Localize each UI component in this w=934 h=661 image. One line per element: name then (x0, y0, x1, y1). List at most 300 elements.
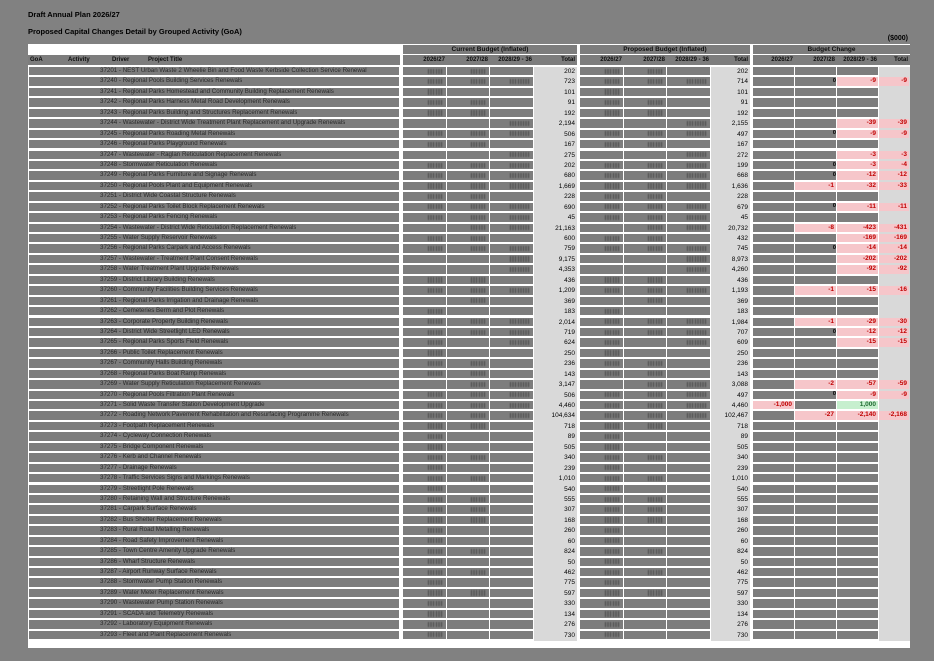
obscured-value (687, 403, 707, 408)
proposed-total-value: 260 (737, 527, 748, 535)
budget-change-cell (795, 244, 837, 254)
redaction-bar (447, 88, 489, 96)
redaction-bar (795, 537, 836, 545)
current-total-value: 624 (564, 339, 575, 347)
change-total-cell (879, 631, 910, 641)
obscured-value (648, 173, 663, 178)
proposed-total-cell (711, 464, 750, 474)
obscured-value (428, 549, 443, 554)
obscured-value (428, 100, 443, 105)
current-budget-cell (447, 599, 490, 609)
obscured-value (687, 173, 707, 178)
redaction-bar (753, 610, 794, 618)
current-budget-cell (447, 380, 490, 390)
redaction-bar (837, 516, 878, 524)
obscured-value (648, 204, 663, 209)
project-title-text: 37287 - Airport Runway Surface Renewals (100, 568, 217, 575)
obscured-value (471, 497, 486, 502)
redaction-bar (753, 505, 794, 513)
obscured-value (605, 330, 620, 335)
change-total-cell (879, 67, 910, 77)
project-title-text: 37250 - Regional Pools Plant and Equipment Renewals (100, 181, 253, 189)
budget-change-cell (753, 203, 795, 213)
budget-change-cell (795, 474, 837, 484)
budget-change-cell (837, 495, 879, 505)
proposed-budget-cell (667, 610, 711, 620)
proposed-budget-cell (624, 119, 667, 129)
obscured-value (428, 183, 443, 188)
change-total-cell (879, 338, 910, 348)
budget-change-cell (753, 620, 795, 630)
proposed-budget-cell (667, 307, 711, 317)
obscured-value (605, 69, 620, 74)
table-row (28, 578, 910, 588)
table-row (28, 67, 910, 77)
budget-change-cell (753, 464, 795, 474)
obscured-value (605, 142, 620, 147)
budget-change-cell (795, 432, 837, 442)
budget-change-cell (753, 67, 795, 77)
current-budget-cell (447, 578, 490, 588)
redaction-bar (580, 119, 623, 127)
current-budget-cell (447, 391, 490, 401)
budget-change-cell (837, 380, 879, 390)
current-total-value: 275 (564, 151, 575, 159)
obscured-value (428, 204, 443, 209)
change-value-negative: -9 (837, 130, 878, 138)
current-budget-cell (403, 631, 447, 641)
change-total-cell (879, 203, 910, 213)
budget-change-cell (837, 88, 879, 98)
obscured-value (605, 423, 620, 428)
redaction-bar (447, 620, 489, 628)
current-total-cell (534, 568, 577, 578)
current-budget-cell (490, 276, 534, 286)
obscured-value (428, 559, 443, 564)
change-value-negative: -3 (837, 161, 878, 169)
current-budget-cell (490, 349, 534, 359)
change-total-cell (879, 98, 910, 108)
redaction-bar (447, 558, 489, 566)
budget-change-cell (753, 98, 795, 108)
redaction-bar (667, 349, 710, 357)
obscured-value (648, 361, 663, 366)
current-budget-cell (490, 318, 534, 328)
budget-change-cell (837, 67, 879, 77)
current-total-cell (534, 255, 577, 265)
current-total-value: 824 (564, 548, 575, 556)
obscured-value (428, 361, 443, 366)
current-total-cell (534, 432, 577, 442)
current-total-cell (534, 610, 577, 620)
proposed-total-value: 101 (737, 88, 748, 96)
change-value-negative: -3 (837, 151, 878, 159)
redaction-bar (624, 620, 666, 628)
obscured-value (648, 163, 663, 168)
project-title-text: 37272 - Roading Network Pavement Rehabilitation and Resurfacing Programme Renewals (100, 411, 349, 419)
current-total-value: 759 (564, 245, 575, 253)
change-total-cell (879, 109, 910, 119)
obscured-value (428, 580, 443, 585)
change-total-cell (879, 77, 910, 87)
change-total-cell (879, 558, 910, 568)
project-title-cell (28, 537, 400, 547)
proposed-total-cell (711, 359, 750, 369)
proposed-budget-cell (580, 620, 624, 630)
budget-change-cell (837, 234, 879, 244)
change-total-value: -30 (879, 318, 909, 326)
current-total-cell (534, 370, 577, 380)
project-title-cell (28, 495, 400, 505)
obscured-value (605, 215, 620, 220)
project-title-cell (28, 380, 400, 390)
obscured-value (428, 444, 443, 449)
project-title-text: 37269 - Water Supply Reticulation Replacement Renewals (100, 380, 261, 388)
redaction-bar (837, 359, 878, 367)
obscured-value (428, 131, 443, 136)
current-total-cell (534, 140, 577, 150)
table-row (28, 495, 910, 505)
current-total-cell (534, 338, 577, 348)
proposed-budget-cell (667, 77, 711, 87)
proposed-budget-cell (667, 182, 711, 192)
proposed-budget-cell (624, 370, 667, 380)
proposed-total-value: 436 (737, 276, 748, 284)
redaction-bar (795, 610, 836, 618)
budget-change-cell (753, 276, 795, 286)
current-budget-cell (403, 119, 447, 129)
project-title-text: 37278 - Traffic Services Signs and Markings Renewals (100, 474, 250, 482)
proposed-budget-cell (624, 599, 667, 609)
proposed-budget-cell (580, 119, 624, 129)
current-budget-cell (490, 537, 534, 547)
proposed-budget-cell (667, 464, 711, 474)
current-total-value: 168 (564, 516, 575, 524)
current-budget-cell (447, 505, 490, 515)
redaction-bar (837, 589, 878, 597)
table-row (28, 589, 910, 599)
obscured-value (605, 340, 620, 345)
obscured-value (605, 611, 620, 616)
obscured-value (605, 110, 620, 115)
obscured-value (428, 601, 443, 606)
proposed-total-cell (711, 474, 750, 484)
budget-change-cell (795, 516, 837, 526)
project-title-cell (28, 370, 400, 380)
redaction-bar (753, 151, 794, 159)
current-budget-cell (490, 192, 534, 202)
project-title-text: 37283 - Rural Road Metalling Renewals (100, 526, 210, 534)
budget-change-cell (753, 151, 795, 161)
redaction-bar (795, 276, 836, 284)
redaction-bar (753, 192, 794, 200)
table-row (28, 307, 910, 317)
obscured-value (471, 570, 486, 575)
budget-change-cell (795, 67, 837, 77)
budget-change-cell (795, 338, 837, 348)
col-header-change-2027-28: 2027/28 (795, 55, 837, 65)
redaction-bar (447, 537, 489, 545)
current-total-value: 202 (564, 68, 575, 75)
proposed-budget-cell (580, 161, 624, 171)
obscured-value (605, 163, 620, 168)
current-total-value: 597 (564, 589, 575, 597)
proposed-total-value: 143 (737, 370, 748, 378)
current-budget-cell (403, 182, 447, 192)
current-budget-cell (403, 276, 447, 286)
redaction-bar (490, 453, 533, 461)
redaction-bar (447, 599, 489, 607)
project-title-text: 37248 - Stormwater Reticulation Renewals (100, 160, 218, 168)
current-budget-cell (403, 98, 447, 108)
obscured-value (648, 403, 663, 408)
col-header-current-2028-29-36: 2028/29 - 36 (490, 55, 534, 65)
current-total-value: 505 (564, 443, 575, 451)
redaction-bar (624, 631, 666, 639)
redaction-bar (795, 547, 836, 555)
budget-change-cell (837, 171, 879, 181)
change-total-cell (879, 151, 910, 161)
obscured-value (605, 580, 620, 585)
table-row (28, 401, 910, 411)
obscured-value (510, 183, 530, 188)
proposed-budget-cell (624, 255, 667, 265)
current-total-value: 369 (564, 297, 575, 305)
proposed-budget-cell (624, 516, 667, 526)
current-total-value: 330 (564, 600, 575, 608)
table-row (28, 505, 910, 515)
current-total-cell (534, 453, 577, 463)
obscured-value (510, 256, 530, 261)
redaction-bar (753, 558, 794, 566)
redaction-bar (753, 464, 794, 472)
current-budget-cell (490, 443, 534, 453)
redaction-bar (490, 558, 533, 566)
current-budget-cell (490, 610, 534, 620)
project-title-cell (28, 161, 400, 171)
proposed-total-cell (711, 620, 750, 630)
current-total-value: 9,175 (558, 255, 575, 263)
obscured-value (648, 215, 663, 220)
redaction-bar (667, 485, 710, 493)
current-total-value: 540 (564, 485, 575, 493)
redaction-bar (624, 599, 666, 607)
proposed-total-cell (711, 77, 750, 87)
budget-change-cell (753, 380, 795, 390)
group-header-current-budget: Current Budget (Inflated) (403, 45, 577, 54)
obscured-value (605, 486, 620, 491)
proposed-budget-cell (667, 67, 711, 77)
current-budget-cell (403, 244, 447, 254)
current-budget-cell (447, 140, 490, 150)
current-budget-cell (447, 349, 490, 359)
redaction-bar (795, 432, 836, 440)
obscured-value (428, 215, 443, 220)
redaction-bar (447, 578, 489, 586)
proposed-total-cell (711, 318, 750, 328)
redaction-bar (403, 151, 446, 159)
redaction-bar (837, 537, 878, 545)
obscured-value (471, 361, 486, 366)
proposed-budget-cell (667, 411, 711, 421)
current-total-cell (534, 67, 577, 77)
current-budget-cell (403, 485, 447, 495)
redaction-bar (29, 485, 399, 493)
obscured-value (510, 225, 530, 230)
current-budget-cell (490, 182, 534, 192)
redaction-bar (753, 349, 794, 357)
redaction-bar (667, 453, 710, 461)
project-title-cell (28, 411, 400, 421)
project-title-cell (28, 526, 400, 536)
project-title-cell (28, 151, 400, 161)
current-budget-cell (447, 297, 490, 307)
redaction-bar (753, 307, 794, 315)
proposed-budget-cell (580, 370, 624, 380)
current-budget-cell (447, 631, 490, 641)
redaction-bar (753, 328, 794, 336)
current-budget-cell (447, 234, 490, 244)
obscured-value (605, 361, 620, 366)
proposed-budget-cell (667, 192, 711, 202)
current-budget-cell (490, 67, 534, 77)
redaction-bar (795, 453, 836, 461)
obscured-value (605, 497, 620, 502)
proposed-total-cell (711, 537, 750, 547)
obscured-value (510, 173, 530, 178)
current-total-value: 718 (564, 422, 575, 430)
proposed-budget-cell (667, 391, 711, 401)
redaction-bar (795, 401, 836, 409)
change-total-value: -202 (879, 255, 909, 263)
redaction-bar (837, 495, 878, 503)
redaction-bar (624, 432, 666, 440)
budget-change-cell (795, 526, 837, 536)
obscured-value (648, 225, 663, 230)
project-title-cell (28, 432, 400, 442)
budget-change-cell (837, 109, 879, 119)
redaction-bar (667, 631, 710, 639)
proposed-budget-cell (667, 297, 711, 307)
redaction-bar (490, 432, 533, 440)
obscured-value (428, 350, 443, 355)
redaction-bar (580, 151, 623, 159)
redaction-bar (795, 349, 836, 357)
proposed-budget-cell (624, 140, 667, 150)
project-title-cell (28, 119, 400, 129)
current-budget-cell (447, 286, 490, 296)
change-value-negative: -9 (837, 77, 878, 85)
project-title-text: 37243 - Regional Parks Building and Structures Replacement Renewals (100, 108, 298, 116)
redaction-bar (837, 631, 878, 639)
redaction-bar (490, 234, 533, 242)
current-total-cell (534, 401, 577, 411)
redaction-bar (667, 297, 710, 305)
redaction-bar (795, 370, 836, 378)
budget-change-cell (837, 599, 879, 609)
current-budget-cell (447, 474, 490, 484)
proposed-budget-cell (580, 255, 624, 265)
proposed-budget-cell (624, 380, 667, 390)
proposed-budget-cell (580, 328, 624, 338)
redaction-bar (795, 599, 836, 607)
proposed-total-cell (711, 453, 750, 463)
proposed-budget-cell (667, 359, 711, 369)
project-title-cell (28, 265, 400, 275)
current-budget-cell (403, 558, 447, 568)
col-header-driver: Driver (112, 57, 130, 63)
current-budget-cell (447, 558, 490, 568)
current-budget-cell (403, 318, 447, 328)
proposed-total-value: 102,467 (724, 412, 748, 420)
current-total-cell (534, 589, 577, 599)
project-title-cell (28, 558, 400, 568)
current-budget-cell (403, 140, 447, 150)
obscured-value (687, 183, 707, 188)
current-budget-cell (490, 526, 534, 536)
obscured-value (471, 392, 486, 397)
budget-change-cell (837, 485, 879, 495)
redaction-bar (580, 255, 623, 263)
obscured-value (605, 309, 620, 314)
obscured-value (605, 590, 620, 595)
proposed-total-cell (711, 192, 750, 202)
project-title-text: 37274 - Cycleway Connection Renewals (100, 432, 212, 440)
project-title-cell (28, 140, 400, 150)
proposed-budget-cell (667, 244, 711, 254)
redaction-bar (837, 578, 878, 586)
budget-change-cell (837, 537, 879, 547)
budget-change-cell (795, 88, 837, 98)
proposed-budget-cell (624, 443, 667, 453)
change-total-value: -14 (879, 244, 909, 252)
redaction-bar (795, 474, 836, 482)
proposed-budget-cell (580, 495, 624, 505)
project-title-cell (28, 401, 400, 411)
current-budget-cell (490, 140, 534, 150)
proposed-total-value: 199 (737, 161, 748, 169)
current-budget-cell (490, 495, 534, 505)
redaction-bar (795, 213, 836, 221)
change-value-negative: -27 (795, 411, 836, 419)
redaction-bar (667, 359, 710, 367)
current-budget-cell (403, 589, 447, 599)
budget-change-cell (753, 432, 795, 442)
obscured-value (605, 89, 620, 94)
budget-change-cell (753, 244, 795, 254)
proposed-budget-cell (624, 505, 667, 515)
budget-change-cell (795, 443, 837, 453)
proposed-total-cell (711, 338, 750, 348)
project-title-text: 37265 - Regional Parks Sports Field Renewals (100, 338, 229, 346)
redaction-bar (837, 370, 878, 378)
proposed-budget-cell (580, 589, 624, 599)
obscured-value (428, 110, 443, 115)
project-title-text: 37254 - Wastewater - District Wide Reticulation Replacement Renewals (100, 223, 297, 231)
redaction-bar (490, 192, 533, 200)
proposed-budget-cell (580, 380, 624, 390)
budget-change-cell (837, 453, 879, 463)
obscured-value (428, 246, 443, 251)
budget-change-cell (837, 119, 879, 129)
change-value-negative: -12 (837, 328, 878, 336)
obscured-value (510, 246, 530, 251)
proposed-total-value: 505 (737, 443, 748, 451)
current-budget-cell (447, 620, 490, 630)
current-budget-cell (403, 224, 447, 234)
proposed-total-cell (711, 328, 750, 338)
redaction-bar (447, 443, 489, 451)
